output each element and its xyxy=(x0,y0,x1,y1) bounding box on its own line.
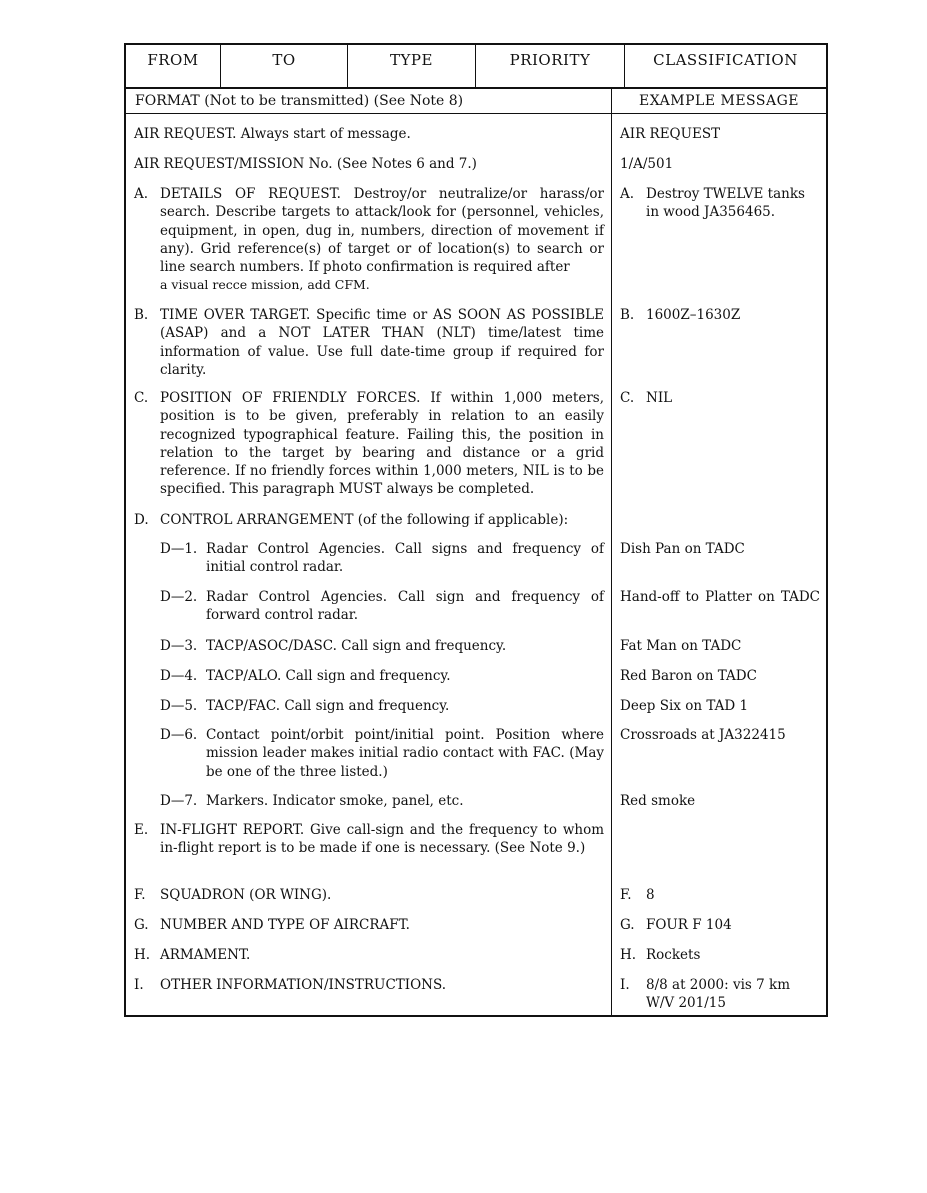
format-body: DETAILS OF REQUEST. Destroy/or neutralize/or harass/or search. Describe targets to attack/look for (personnel, vehicles, equipment, in open, dug in, numbers, direction of movement if any). Grid reference(s) of target or of location(s) to search or line search numbers. If photo confirmation is required after xyxy=(160,186,604,276)
example-text: Fat Man on TADC xyxy=(620,638,742,654)
format-text: OTHER INFORMATION/INSTRUCTIONS. xyxy=(160,977,447,993)
header-priority: PRIORITY xyxy=(476,45,625,87)
example-text: Hand-off to Platter on TADC xyxy=(620,589,820,605)
item-label: G. xyxy=(134,917,149,933)
format-paragraph xyxy=(160,637,604,655)
item-label: D—7. xyxy=(160,793,198,809)
example-text: 1/A/501 xyxy=(620,156,674,172)
format-paragraph xyxy=(134,886,604,904)
item-label: E. xyxy=(134,822,149,838)
format-paragraph xyxy=(160,792,604,810)
example-label: C. xyxy=(620,390,635,406)
format-paragraph xyxy=(134,389,604,499)
example-paragraph xyxy=(620,976,820,1013)
example-text: Deep Six on TAD 1 xyxy=(620,698,749,714)
item-label: H. xyxy=(134,947,151,963)
item-label: D—4. xyxy=(160,668,198,684)
format-paragraph xyxy=(134,916,604,934)
example-text: 8/8 at 2000: vis 7 km W/V 201/15 xyxy=(646,977,791,1012)
format-paragraph xyxy=(160,540,604,577)
format-text: TACP/ASOC/DASC. Call sign and frequency. xyxy=(206,638,507,654)
routing-header-row xyxy=(126,45,826,89)
format-text: NUMBER AND TYPE OF AIRCRAFT. xyxy=(160,917,410,933)
item-label: F. xyxy=(134,887,146,903)
format-paragraph xyxy=(134,946,604,964)
item-label: A. xyxy=(134,186,149,202)
format-paragraph xyxy=(134,511,604,529)
format-text: Markers. Indicator smoke, panel, etc. xyxy=(206,793,464,809)
format-paragraph xyxy=(160,726,604,781)
example-paragraph xyxy=(620,946,820,964)
format-text: POSITION OF FRIENDLY FORCES. If within 1,000 meters, position is to be given, preferably in relation to an easily recognized typographical feature. Failing this, the position in relation to the target by bearing and distance or a grid reference. If no friendly forces within 1,000 meters, NIL is to be specified. This paragraph MUST always be completed. xyxy=(160,390,604,498)
example-paragraph xyxy=(620,306,820,324)
example-text: Rockets xyxy=(646,947,701,963)
example-text: 1600Z–1630Z xyxy=(646,307,741,323)
format-text: Radar Control Agencies. Call sign and frequency of forward control radar. xyxy=(206,589,604,624)
item-label: D—3. xyxy=(160,638,198,654)
column-divider xyxy=(611,89,612,1015)
example-label: F. xyxy=(620,887,632,903)
header-classification: CLASSIFICATION xyxy=(653,51,798,69)
example-label: I. xyxy=(620,977,630,993)
example-text: AIR REQUEST xyxy=(620,126,721,142)
example-label: G. xyxy=(620,917,635,933)
header-type: TYPE xyxy=(348,45,476,87)
example-text: Crossroads at JA322415 xyxy=(620,727,786,743)
example-label: B. xyxy=(620,307,635,323)
example-text: 8 xyxy=(646,887,655,903)
format-text: AIR REQUEST. Always start of message. xyxy=(134,126,411,142)
example-text: Destroy TWELVE tanks in wood JA356465. xyxy=(646,186,805,221)
example-text: Red smoke xyxy=(620,793,696,809)
format-paragraph xyxy=(160,588,604,625)
example-label: H. xyxy=(620,947,637,963)
format-paragraph xyxy=(134,306,604,379)
example-paragraph xyxy=(620,185,820,222)
example-paragraph xyxy=(620,389,820,407)
item-label: D. xyxy=(134,512,149,528)
format-paragraph xyxy=(160,667,604,685)
format-column-header: FORMAT (Not to be transmitted) (See Note 8) xyxy=(135,93,464,109)
example-paragraph xyxy=(620,916,820,934)
format-text: Contact point/orbit point/initial point. Position where mission leader makes initial radio contact with FAC. (May be one of the three listed.) xyxy=(206,727,604,780)
message-form-table xyxy=(124,43,828,1017)
item-label: D—6. xyxy=(160,727,198,743)
item-label: B. xyxy=(134,307,149,323)
format-paragraph xyxy=(134,185,604,295)
example-label: A. xyxy=(620,186,635,202)
format-text: IN-FLIGHT REPORT. Give call-sign and the frequency to whom in-flight report is to be made if one is necessary. (See Note 9.) xyxy=(160,822,604,857)
header-from: FROM xyxy=(126,45,221,87)
format-text: CONTROL ARRANGEMENT (of the following if applicable): xyxy=(160,512,569,528)
format-text: TIME OVER TARGET. Specific time or AS SOON AS POSSIBLE (ASAP) and a NOT LATER THAN (NLT) time/latest time information of value. Use full date-time group if required for clarity. xyxy=(160,307,604,378)
item-label: D—2. xyxy=(160,589,198,605)
example-column-header: EXAMPLE MESSAGE xyxy=(638,93,800,109)
item-label: I. xyxy=(134,977,144,993)
format-text: TACP/FAC. Call sign and frequency. xyxy=(206,698,450,714)
example-text: NIL xyxy=(646,390,673,406)
example-text: Red Baron on TADC xyxy=(620,668,757,684)
format-text: Radar Control Agencies. Call signs and frequency of initial control radar. xyxy=(206,541,604,576)
format-paragraph xyxy=(134,821,604,858)
format-paragraph xyxy=(134,976,604,994)
example-paragraph xyxy=(620,886,820,904)
format-text xyxy=(160,185,604,295)
column-header-row xyxy=(126,89,826,114)
format-text: SQUADRON (OR WING). xyxy=(160,887,332,903)
item-label: D—5. xyxy=(160,698,198,714)
example-text: Dish Pan on TADC xyxy=(620,541,745,557)
item-label: D—1. xyxy=(160,541,198,557)
format-tail: a visual recce mission, add CFM. xyxy=(160,277,370,293)
header-to: TO xyxy=(221,45,348,87)
format-text: TACP/ALO. Call sign and frequency. xyxy=(206,668,451,684)
format-text: AIR REQUEST/MISSION No. (See Notes 6 and 7.) xyxy=(134,156,477,172)
example-text: FOUR F 104 xyxy=(646,917,732,933)
format-paragraph xyxy=(160,697,604,715)
format-text: ARMAMENT. xyxy=(160,947,251,963)
item-label: C. xyxy=(134,390,149,406)
